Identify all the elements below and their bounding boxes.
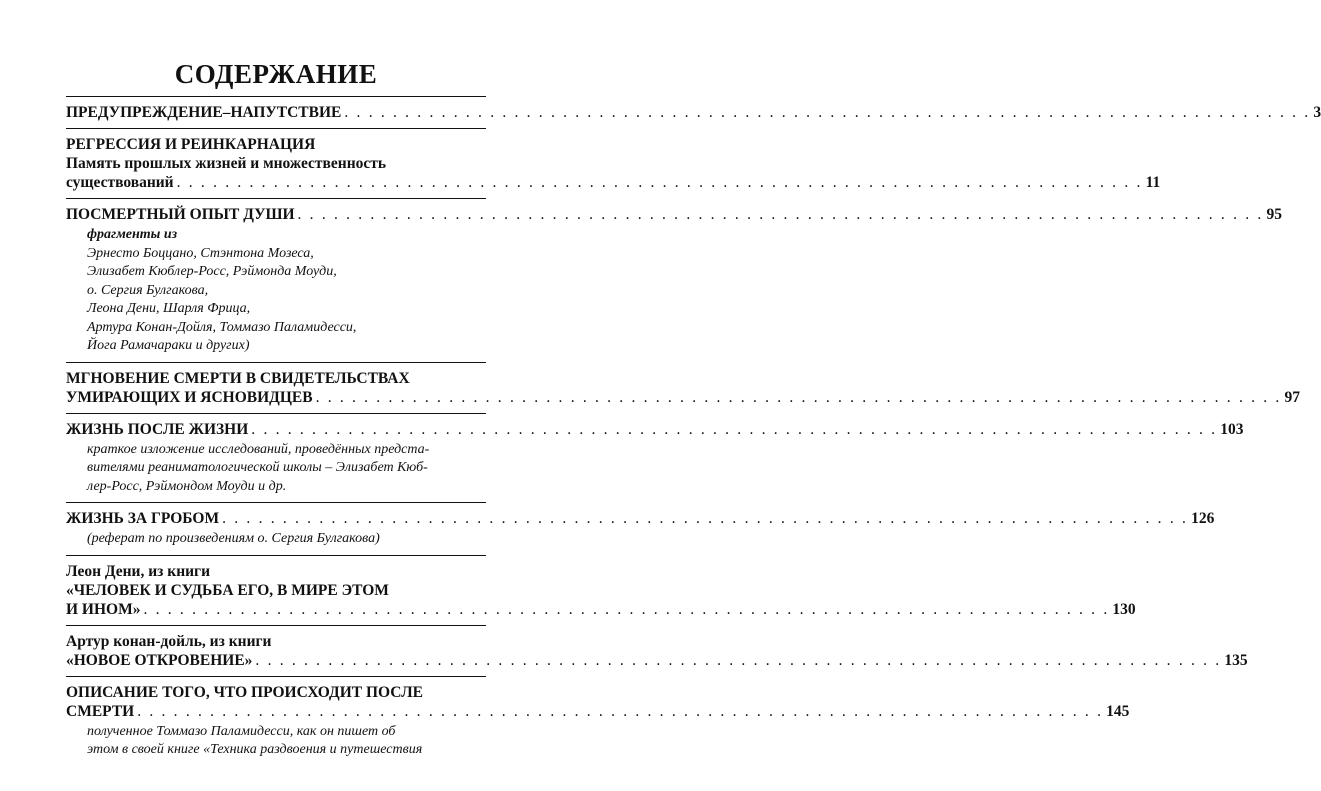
description-heading: фрагменты из <box>87 227 178 242</box>
toc-page-number: 126 <box>1191 510 1215 527</box>
toc-entry[interactable] <box>66 626 1248 676</box>
toc-entry-title: СМЕРТИ <box>66 702 135 720</box>
dot-leader: . . . . . . . . . . . . . . . . . . . . . . . . . . . . . . . . . . . . . . . . . . . . . . . . . . . . . . . . . . . . . . . . . . . . . . . . . . . . . . . . <box>222 510 1189 527</box>
dot-leader: . . . . . . . . . . . . . . . . . . . . . . . . . . . . . . . . . . . . . . . . . . . . . . . . . . . . . . . . . . . . . . . . . . . . . . . . . . . . . . . . <box>315 388 1282 406</box>
dot-leader: . . . . . . . . . . . . . . . . . . . . . . . . . . . . . . . . . . . . . . . . . . . . . . . . . . . . . . . . . . . . . . . . . . . . . . . . . . . . . . . . <box>137 702 1104 720</box>
description-line: Леона Дени, Шарля Фрица, <box>87 301 251 316</box>
description-line: о. Сергия Булгакова, <box>87 282 209 298</box>
toc-entry-title: ЖИЗНЬ ЗА ГРОБОМ <box>66 510 220 527</box>
toc-page-number: 97 <box>1284 388 1300 406</box>
description-line: этом в своей книге «Техника раздвоения и путешествия <box>87 742 423 757</box>
toc-entry-description <box>66 226 486 356</box>
toc-entry-heading-line: Артур конан-дойль, из книги <box>66 632 272 650</box>
toc-entry-line[interactable] <box>66 509 1215 528</box>
toc-page-number: 130 <box>1112 600 1136 618</box>
toc-entry-heading-line: «ЧЕЛОВЕК И СУДЬБА ЕГО, В МИРЕ ЭТОМ <box>66 581 389 599</box>
toc-page-number: 103 <box>1220 420 1244 438</box>
dot-leader: . . . . . . . . . . . . . . . . . . . . . . . . . . . . . . . . . . . . . . . . . . . . . . . . . . . . . . . . . . . . . . . . . . . . . . . . . . . . . . . . <box>255 651 1222 669</box>
toc-page <box>66 58 1321 766</box>
toc-entry-line[interactable] <box>66 103 1321 122</box>
toc-entry[interactable] <box>66 677 1130 766</box>
toc-entry-title: «НОВОЕ ОТКРОВЕНИЕ» <box>66 651 253 669</box>
toc-entry-line[interactable] <box>66 420 1244 439</box>
toc-entry-title: ПОСМЕРТНЫЙ ОПЫТ ДУШИ <box>66 206 295 223</box>
toc-entry[interactable] <box>66 199 1282 362</box>
toc-entry-line[interactable] <box>66 600 1136 619</box>
toc-entry-heading-line: МГНОВЕНИЕ СМЕРТИ В СВИДЕТЕЛЬСТВАХ <box>66 369 410 387</box>
toc-entry[interactable] <box>66 556 1136 625</box>
description-line: краткое изложение исследований, проведённых предста- <box>87 441 430 457</box>
toc-entry-title: существований <box>66 174 174 191</box>
dot-leader: . . . . . . . . . . . . . . . . . . . . . . . . . . . . . . . . . . . . . . . . . . . . . . . . . . . . . . . . . . . . . . . . . . . . . . . . . . . . . . . . <box>176 174 1143 191</box>
toc-entry-title: ПРЕДУПРЕЖДЕНИЕ–НАПУТСТВИЕ <box>66 104 342 121</box>
toc-entry[interactable] <box>66 363 1300 413</box>
toc-entry-line[interactable] <box>66 205 1282 224</box>
description-line: Артура Конан-Дойля, Томмазо Паламидесси, <box>87 319 357 335</box>
dot-leader: . . . . . . . . . . . . . . . . . . . . . . . . . . . . . . . . . . . . . . . . . . . . . . . . . . . . . . . . . . . . . . . . . . . . . . . . . . . . . . . . <box>297 206 1264 223</box>
dot-leader: . . . . . . . . . . . . . . . . . . . . . . . . . . . . . . . . . . . . . . . . . . . . . . . . . . . . . . . . . . . . . . . . . . . . . . . . . . . . . . . . <box>251 420 1218 438</box>
toc-entry[interactable] <box>66 503 1215 555</box>
description-line: (реферат по произведениям о. Сергия Булгакова) <box>87 531 380 546</box>
toc-entry[interactable] <box>66 414 1244 503</box>
description-line: Эрнесто Боццано, Стэнтона Мозеса, <box>87 245 314 261</box>
toc-entry-line[interactable] <box>66 702 1130 721</box>
toc-entry-line[interactable] <box>66 173 1161 192</box>
toc-entry-title: И ИНОМ» <box>66 600 141 618</box>
toc-entry[interactable] <box>66 129 1161 198</box>
toc-entry[interactable] <box>66 97 1321 128</box>
toc-page-number: 95 <box>1266 206 1282 223</box>
toc-page-number: 11 <box>1145 174 1161 191</box>
description-line: вителями реаниматологической школы – Элизабет Кюб- <box>87 460 428 475</box>
toc-page-number: 135 <box>1224 651 1248 669</box>
description-line: полученное Томмазо Паламидесси, как он пишет об <box>87 723 396 739</box>
description-line: Элизабет Кюблер-Росс, Рэймонда Моуди, <box>87 264 337 279</box>
toc-entry-description <box>66 723 486 760</box>
page-title: СОДЕРЖАНИЕ <box>174 59 378 89</box>
description-line: Йога Рамачараки и других) <box>87 338 250 353</box>
toc-entry-description <box>66 441 486 497</box>
toc-entry-heading-line: ОПИСАНИЕ ТОГО, ЧТО ПРОИСХОДИТ ПОСЛЕ <box>66 683 423 701</box>
toc-list <box>66 96 1321 766</box>
toc-entry-title: ЖИЗНЬ ПОСЛЕ ЖИЗНИ <box>66 420 249 438</box>
toc-entry-heading-line: Память прошлых жизней и множественность <box>66 155 387 172</box>
toc-entry-line[interactable] <box>66 388 1300 407</box>
dot-leader: . . . . . . . . . . . . . . . . . . . . . . . . . . . . . . . . . . . . . . . . . . . . . . . . . . . . . . . . . . . . . . . . . . . . . . . . . . . . . . . . <box>143 600 1110 618</box>
toc-entry-description <box>66 530 486 549</box>
toc-entry-line[interactable] <box>66 651 1248 670</box>
toc-page-number: 3 <box>1313 104 1321 121</box>
toc-entry-heading-line: РЕГРЕССИЯ И РЕИНКАРНАЦИЯ <box>66 136 316 153</box>
toc-page-number: 145 <box>1106 702 1130 720</box>
toc-entry-heading-line: Леон Дени, из книги <box>66 562 211 580</box>
description-line: лер-Росс, Рэймондом Моуди и др. <box>87 478 287 494</box>
toc-entry-title: УМИРАЮЩИХ И ЯСНОВИДЦЕВ <box>66 388 313 406</box>
dot-leader: . . . . . . . . . . . . . . . . . . . . . . . . . . . . . . . . . . . . . . . . . . . . . . . . . . . . . . . . . . . . . . . . . . . . . . . . . . . . . . . . <box>344 104 1311 121</box>
